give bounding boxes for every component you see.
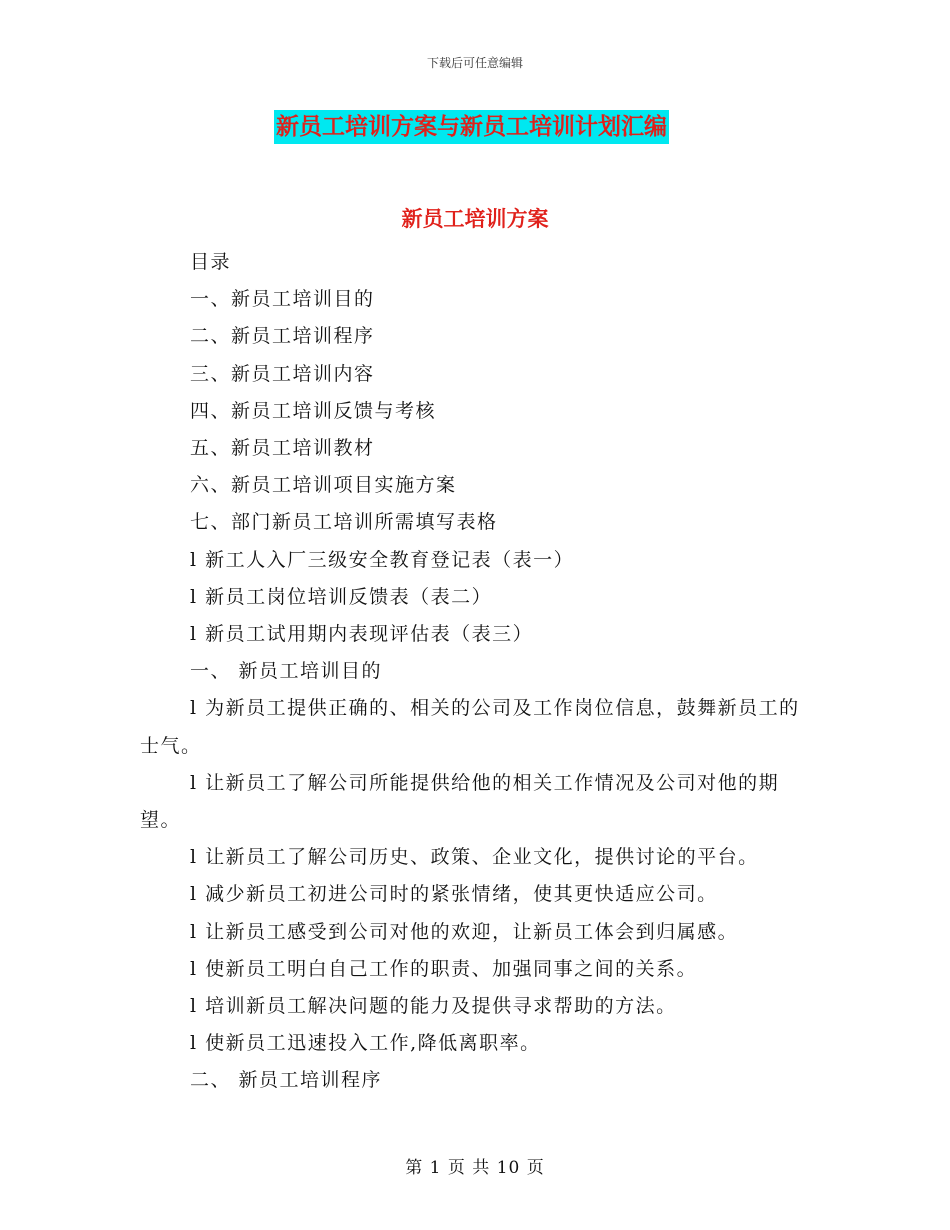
document-body	[140, 244, 810, 1100]
section-heading: 二、 新员工培训程序	[190, 1069, 383, 1092]
list-item: l 使新员工迅速投入工作,降低离职率。	[190, 1032, 541, 1055]
section-heading: 一、 新员工培训目的	[190, 660, 383, 683]
header-note: 下载后可任意编辑	[426, 56, 523, 70]
list-item: l 减少新员工初进公司时的紧张情绪，使其更快适应公司。	[190, 883, 718, 906]
document-title: 新员工培训方案与新员工培训计划汇编	[274, 110, 669, 144]
list-item: l 培训新员工解决问题的能力及提供寻求帮助的方法。	[190, 995, 677, 1018]
list-item: l 让新员工了解公司所能提供给他的相关工作情况及公司对他的期望。	[140, 771, 780, 832]
toc-item: 六、新员工培训项目实施方案	[190, 474, 457, 497]
list-item: l 为新员工提供正确的、相关的公司及工作岗位信息，鼓舞新员工的士气。	[140, 697, 800, 757]
section-title: 新员工培训方案	[401, 206, 549, 231]
list-item: l 使新员工明白自己工作的职责、加强同事之间的关系。	[190, 957, 698, 980]
toc-subitem: l 新员工岗位培训反馈表（表二）	[190, 585, 493, 608]
toc-item: 二、新员工培训程序	[190, 325, 375, 348]
toc-subitem: l 新工人入厂三级安全教育登记表（表一）	[190, 548, 575, 571]
toc-item: 一、新员工培训目的	[190, 288, 375, 311]
toc-subitem: l 新员工试用期内表现评估表（表三）	[190, 623, 534, 646]
toc-item: 三、新员工培训内容	[190, 362, 375, 385]
toc-item: 七、部门新员工培训所需填写表格	[190, 511, 498, 534]
toc-item: 四、新员工培训反馈与考核	[190, 399, 437, 422]
toc-heading: 目录	[190, 251, 232, 273]
toc-item: 五、新员工培训教材	[190, 437, 375, 460]
page-number: 第 1 页 共 10 页	[405, 1158, 545, 1178]
list-item: l 让新员工感受到公司对他的欢迎，让新员工体会到归属感。	[190, 920, 739, 943]
list-item: l 让新员工了解公司历史、政策、企业文化，提供讨论的平台。	[190, 846, 759, 869]
